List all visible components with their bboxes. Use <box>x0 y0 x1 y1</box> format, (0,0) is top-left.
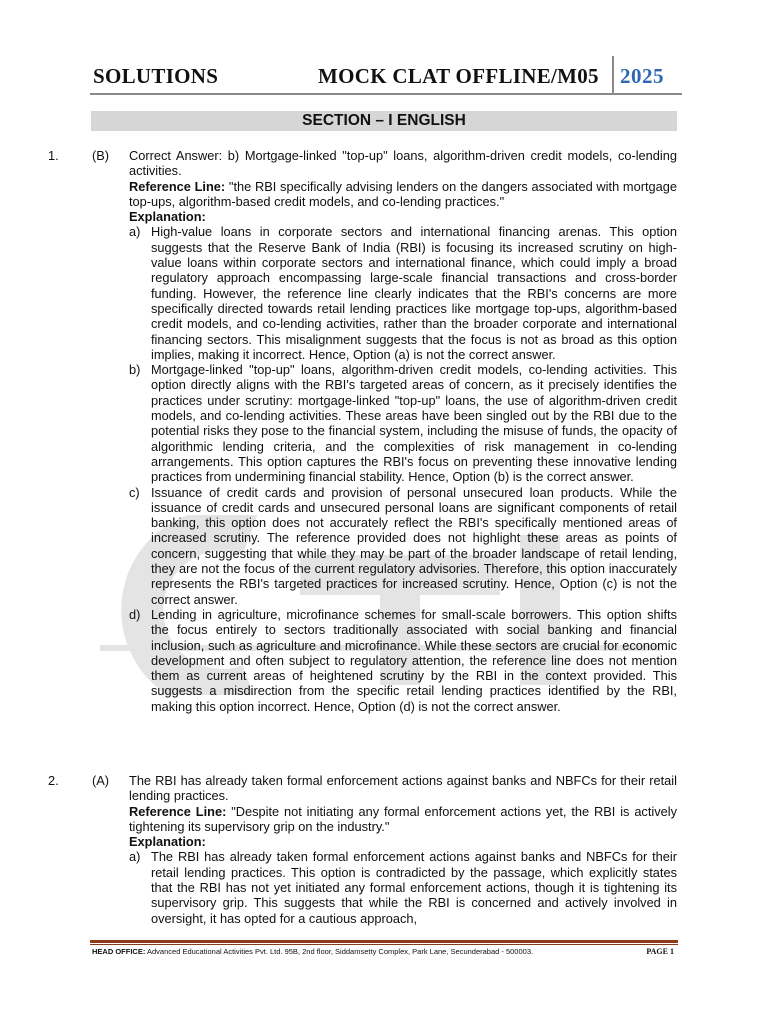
head-office-label: HEAD OFFICE: <box>92 947 146 956</box>
explanation-item-a <box>129 224 677 362</box>
reference-label: Reference Line: <box>129 803 227 819</box>
section-title: SECTION – I ENGLISH <box>91 111 677 131</box>
header-year: 2025 <box>620 64 664 88</box>
reference-line <box>129 179 677 210</box>
correct-answer: The RBI has already taken formal enforcement actions against banks and NBFCs for their retail lending practices. <box>129 773 677 804</box>
explanation-item-a <box>129 849 677 925</box>
item-label: a) <box>129 224 141 240</box>
question-body <box>129 148 677 714</box>
address-text: Advanced Educational Activities Pvt. Ltd. 95B, 2nd floor, Siddamsetty Complex, Park Lane, Secunderabad - 500003. <box>145 947 534 956</box>
footer-rule-thick <box>90 940 678 943</box>
page-header <box>90 60 682 94</box>
answer-option: (B) <box>92 148 110 163</box>
item-text: Lending in agriculture, microfinance schemes for small-scale borrowers. This option shifts the focus entirely to sectors traditionally associated with social banking and financial inclusion, such as agriculture and microfinance. While these sectors are crucial for economic development and often subject to regulatory attention, the reference line does not mention them as current areas of heightened scrutiny by the RBI in the context provided. This suggests a misdirection from the specific retail lending practices identified by the RBI, making this option incorrect. Hence, Option (d) is not the correct answer. <box>151 606 677 714</box>
header-rule <box>90 93 682 95</box>
item-label: d) <box>129 606 141 622</box>
footer-rule-thin <box>90 944 678 945</box>
answer-option: (A) <box>92 773 110 788</box>
reference-line <box>129 804 677 835</box>
header-test-name: MOCK CLAT OFFLINE/M05 <box>318 64 599 88</box>
question-number: 2. <box>48 773 59 788</box>
item-label: b) <box>129 362 141 378</box>
correct-answer: Correct Answer: b) Mortgage-linked "top-up" loans, algorithm-driven credit models, co-lending activities. <box>129 148 677 179</box>
item-text: Issuance of credit cards and provision of personal unsecured loan products. While the issuance of credit cards and unsecured personal loans are significant components of retail banking, this option does not accurately reflect the RBI's specifically mentioned areas of increased scrutiny. The reference provided does not highlight these areas as points of concern, suggesting that while they may be part of the broader landscape of retail lending, they are not the focus of the current regulatory advisories. Therefore, this option inaccurately represents the RBI's targeted practices for increased scrutiny. Hence, Option (c) is not the correct answer. <box>151 484 677 607</box>
explanation-item-c <box>129 485 677 607</box>
item-label: a) <box>129 849 141 865</box>
reference-label: Reference Line: <box>129 178 226 194</box>
reference-text: "Despite not initiating any formal enforcement actions yet, the RBI is actively tightening its supervisory grip on the industry." <box>129 803 677 834</box>
page-number: PAGE 1 <box>646 947 674 956</box>
question-number: 1. <box>48 148 59 163</box>
question-body <box>129 773 677 926</box>
reference-text: "the RBI specifically advising lenders on the dangers associated with mortgage top-ups, algorithm-based credit models, and co-lending practices." <box>129 178 677 209</box>
explanation-label: Explanation: <box>129 209 206 225</box>
head-office-address <box>92 947 533 957</box>
explanation-item-b <box>129 362 677 484</box>
header-solutions: SOLUTIONS <box>93 64 219 88</box>
explanation-item-d <box>129 607 677 714</box>
item-text: The RBI has already taken formal enforcement actions against banks and NBFCs for their retail lending practices. This option is contradicted by the passage, which explicitly states that the RBI has not yet initiated any formal enforcement actions, though it is tightening its supervisory grip. This suggests that while the RBI is concerned and actively involved in oversight, it has opted for a cautious approach, <box>151 849 677 926</box>
explanation-label: Explanation: <box>129 834 206 850</box>
item-text: Mortgage-linked "top-up" loans, algorithm-driven credit models, co-lending activities. This option directly aligns with the RBI's targeted areas of concern, as it precisely identifies the practices under scrutiny: mortgage-linked "top-up" loans, the use of algorithm-driven credit models, and co-lending activities. These areas have been singled out by the RBI due to the potential risks they pose to the financial system, including the misuse of funds, the opacity of algorithmic lending criteria, and the complexities of risk management in co-lending arrangements. This option captures the RBI's focus on preventing these innovative lending practices from undermining financial stability. Hence, Option (b) is the correct answer. <box>151 362 677 485</box>
item-label: c) <box>129 484 140 500</box>
header-divider <box>612 56 614 93</box>
item-text: High-value loans in corporate sectors and international financing arenas. This option suggests that the Reserve Bank of India (RBI) is focusing its increased scrutiny on high-value loans within corporate sectors and international finance, which could imply a broad regulatory approach encompassing large-scale financial transactions and cross-border funding. However, the reference line clearly indicates that the RBI's concerns are more specifically directed towards retail lending practices like mortgage top-ups, algorithm-based credit models, and co-lending activities, rather than the broader corporate and international financing sectors. This misalignment suggests that the focus is not as broad as this option implies, making it incorrect. Hence, Option (a) is not the correct answer. <box>151 224 677 362</box>
